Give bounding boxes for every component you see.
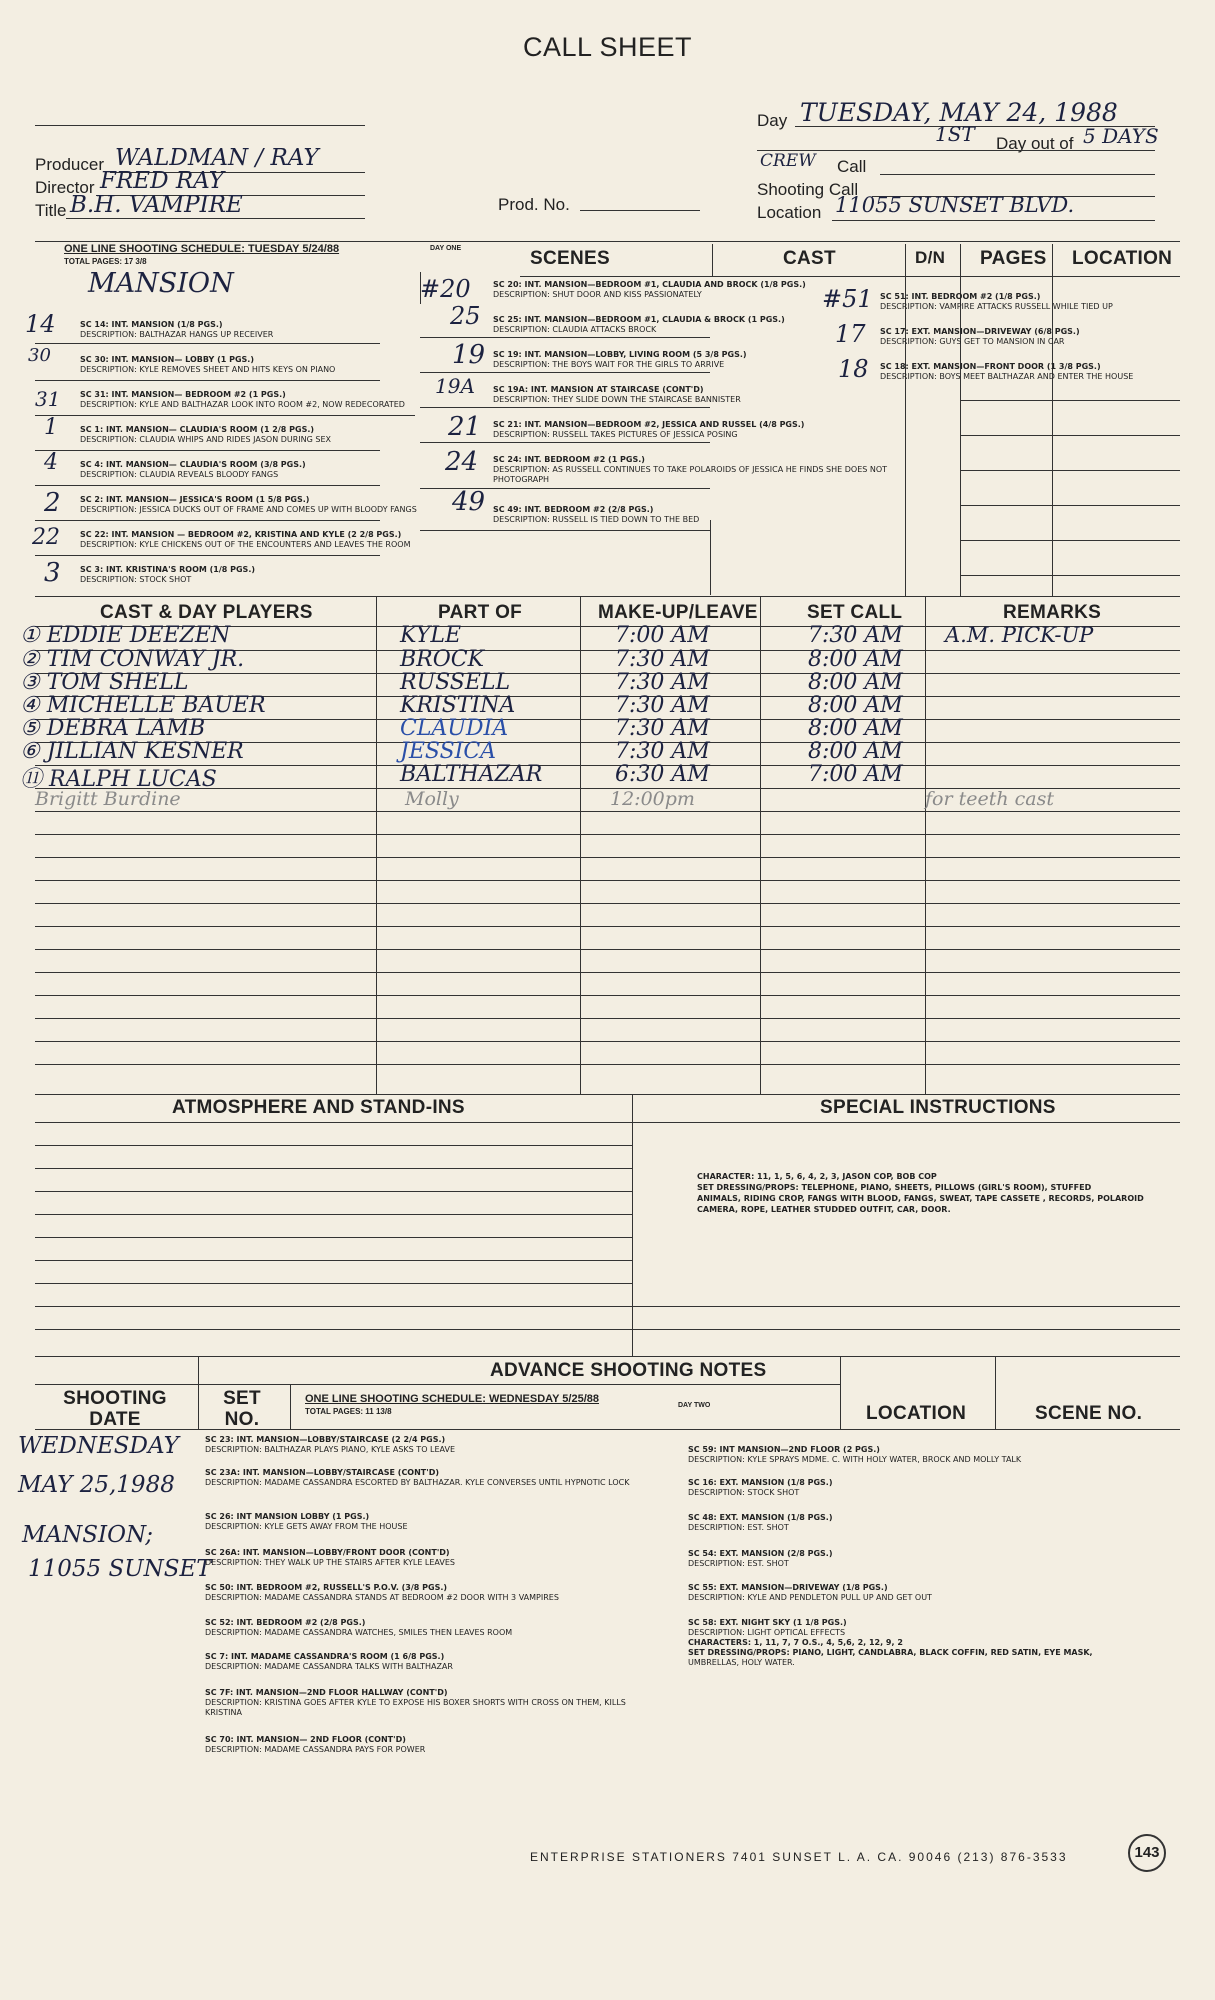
- row-rule: [960, 540, 1180, 541]
- row-rule: [35, 380, 380, 381]
- scene-entry: [880, 292, 1113, 312]
- row-rule: [960, 435, 1180, 436]
- cast-makeup: 7:30 AM: [615, 716, 710, 741]
- scene-head: SC 70: INT. MANSION— 2ND FLOOR (CONT'D): [205, 1735, 406, 1744]
- scene-desc: DESCRIPTION: BALTHAZAR PLAYS PIANO, KYLE ASKS TO LEAVE: [205, 1445, 456, 1454]
- scene-number: 1: [44, 415, 58, 440]
- advance-header-rule: [35, 1384, 840, 1385]
- col-location: LOCATION: [1072, 248, 1173, 269]
- adv-scene-entry: [205, 1688, 665, 1718]
- scene-head: SC 23A: INT. MANSION—LOBBY/STAIRCASE (CONT'D): [205, 1468, 440, 1477]
- scene-desc: DESCRIPTION: MADAME CASSANDRA STANDS AT BEDROOM #2 DOOR WITH 3 VAMPIRES: [205, 1593, 559, 1602]
- shooting-call-label: Shooting Call: [757, 180, 859, 199]
- row-rule: [35, 673, 1180, 674]
- cast-setcall: 8:00 AM: [808, 647, 903, 672]
- day-number: 1ST: [935, 122, 975, 146]
- row-rule: [35, 995, 1180, 996]
- cast-name: ⑥ JILLIAN KESNER: [20, 739, 244, 764]
- header-rule: [35, 125, 365, 126]
- row-rule: [35, 1214, 632, 1215]
- scene-head: SC 14: INT. MANSION (1/8 PGS.): [80, 320, 223, 329]
- scene-entry: [80, 425, 331, 445]
- scene-head: SC 55: EXT. MANSION—DRIVEWAY (1/8 PGS.): [688, 1583, 888, 1592]
- special-props: SET DRESSING/PROPS: TELEPHONE, PIANO, SHEETS, PILLOWS (GIRL'S ROOM), STUFFED: [697, 1183, 1092, 1192]
- row-rule: [35, 1145, 632, 1146]
- location-rule: [832, 220, 1155, 221]
- scene-desc: DESCRIPTION: STOCK SHOT: [688, 1488, 800, 1497]
- scene-head: SC 24: INT. BEDROOM #2 (1 PGS.): [493, 455, 645, 464]
- scene-desc: DESCRIPTION: EST. SHOT: [688, 1523, 789, 1532]
- schedule-top-rule: [35, 241, 1180, 242]
- row-rule: [35, 343, 380, 344]
- scene-head: SC 30: INT. MANSION— LOBBY (1 PGS.): [80, 355, 254, 364]
- row-rule: [35, 485, 380, 486]
- row-rule: [35, 1260, 632, 1261]
- call-rule: [880, 174, 1155, 175]
- scene-head: SC 19: INT. MANSION—LOBBY, LIVING ROOM (5 3/8 PGS.): [493, 350, 747, 359]
- scene-head: SC 26A: INT. MANSION—LOBBY/FRONT DOOR (CONT'D): [205, 1548, 450, 1557]
- scene-head: SC 52: INT. BEDROOM #2 (2/8 PGS.): [205, 1618, 366, 1627]
- cast-name: ④ MICHELLE BAUER: [20, 693, 266, 718]
- row-rule: [35, 1329, 1180, 1330]
- cast-col-setcall: SET CALL: [807, 602, 903, 623]
- scene-entry: [493, 505, 699, 525]
- row-rule: [35, 1064, 1180, 1065]
- scene-desc: DESCRIPTION: THEY SLIDE DOWN THE STAIRCASE BANNISTER: [493, 395, 741, 404]
- row-rule: [710, 520, 711, 595]
- adv-scene-entry: [688, 1445, 1021, 1465]
- cast-remarks: for teeth cast: [925, 788, 1054, 810]
- scene-head: SC 16: EXT. MANSION (1/8 PGS.): [688, 1478, 833, 1487]
- stationer-footer: ENTERPRISE STATIONERS 7401 SUNSET L. A. CA. 90046 (213) 876-3533: [530, 1850, 1068, 1864]
- adv-scene-entry: [205, 1735, 425, 1755]
- row-rule: [35, 811, 1180, 812]
- scene-number: #51: [822, 285, 873, 313]
- cast-part: Molly: [405, 788, 459, 810]
- cast-remarks: A.M. PICK-UP: [945, 623, 1094, 647]
- row-rule: [960, 575, 1180, 576]
- adv-total-pages: TOTAL PAGES: 11 13/8: [305, 1407, 392, 1416]
- scene-number: 31: [35, 387, 61, 411]
- col-cast: CAST: [783, 248, 836, 269]
- row-rule: [420, 530, 710, 531]
- row-rule: [960, 400, 1180, 401]
- row-rule: [35, 1041, 1180, 1042]
- scene-head: SC 19A: INT. MANSION AT STAIRCASE (CONT'D): [493, 385, 704, 394]
- scene-head: SC 31: INT. MANSION— BEDROOM #2 (1 PGS.): [80, 390, 286, 399]
- scene-desc: DESCRIPTION: KYLE AND PENDLETON PULL UP AND GET OUT: [688, 1593, 932, 1602]
- scene-entry: [80, 460, 306, 480]
- scene-head: SC 26: INT MANSION LOBBY (1 PGS.): [205, 1512, 370, 1521]
- cast-divider: [376, 596, 377, 1094]
- scene-desc: DESCRIPTION: AS RUSSELL CONTINUES TO TAKE POLAROIDS OF JESSICA HE FINDS SHE DOES NOT PHOTOGRAPH: [493, 465, 888, 484]
- producer-value: WALDMAN / RAY: [115, 145, 319, 171]
- location-label: Location: [757, 203, 822, 222]
- row-rule: [35, 1237, 632, 1238]
- scene-number: #20: [420, 275, 471, 303]
- scene-desc: DESCRIPTION: KYLE REMOVES SHEET AND HITS KEYS ON PIANO: [80, 365, 336, 374]
- scene-number: 2: [44, 488, 61, 518]
- title-rule: [66, 218, 365, 219]
- scene-head: SC 7: INT. MADAME CASSANDRA'S ROOM (1 6/8 PGS.): [205, 1652, 445, 1661]
- day-out-of-value: 5 DAYS: [1083, 124, 1159, 148]
- day-value: TUESDAY, MAY 24, 1988: [800, 98, 1118, 127]
- cast-top-rule: [35, 596, 1180, 597]
- row-rule: [35, 1168, 632, 1169]
- scene-number: 49: [452, 487, 486, 517]
- scene-entry: [880, 327, 1080, 347]
- cast-makeup: 7:30 AM: [615, 693, 710, 718]
- scene-desc: DESCRIPTION: THEY WALK UP THE STAIRS AFTER KYLE LEAVES: [205, 1558, 455, 1567]
- row-rule: [905, 520, 906, 595]
- scene-desc: DESCRIPTION: MADAME CASSANDRA TALKS WITH BALTHAZAR: [205, 1662, 453, 1671]
- cast-makeup: 6:30 AM: [615, 762, 710, 787]
- day-out-of-label: Day out of: [996, 134, 1074, 153]
- cast-makeup: 7:30 AM: [615, 739, 710, 764]
- row-rule: [35, 719, 1180, 720]
- scene-number: 19: [452, 340, 486, 370]
- cast-divider: [580, 596, 581, 1094]
- scene-number: 4: [44, 450, 58, 475]
- scene-desc: DESCRIPTION: BALTHAZAR HANGS UP RECEIVER: [80, 330, 274, 339]
- row-rule: [420, 407, 710, 408]
- scene-desc: DESCRIPTION: EST. SHOT: [688, 1559, 789, 1568]
- scene-head: SC 2: INT. MANSION— JESSICA'S ROOM (1 5/8 PGS.): [80, 495, 310, 504]
- scene-head: SC 22: INT. MANSION — BEDROOM #2, KRISTINA AND KYLE (2 2/8 PGS.): [80, 530, 402, 539]
- schedule-total-pages: TOTAL PAGES: 17 3/8: [64, 257, 147, 266]
- day-label: Day: [757, 111, 788, 130]
- title-value: B.H. VAMPIRE: [70, 192, 243, 218]
- scene-entry: [880, 362, 1133, 382]
- cast-makeup: 12:00pm: [610, 788, 695, 810]
- adv-scene-entry: [688, 1513, 832, 1533]
- cast-name: ⑤ DEBRA LAMB: [20, 716, 206, 741]
- cast-makeup: 7:00 AM: [615, 623, 710, 648]
- prod-no-label: Prod. No.: [498, 195, 570, 214]
- scene-desc: DESCRIPTION: STOCK SHOT: [80, 575, 192, 584]
- scene-number: 18: [838, 355, 869, 383]
- row-rule: [420, 337, 710, 338]
- adv-scene-entry: [205, 1468, 665, 1488]
- row-rule: [35, 857, 1180, 858]
- scene-entry: [493, 280, 806, 300]
- scene-desc: DESCRIPTION: RUSSELL IS TIED DOWN TO THE BED: [493, 515, 700, 524]
- atmosphere-top-rule: [35, 1094, 1180, 1095]
- scene-head: SC 1: INT. MANSION— CLAUDIA'S ROOM (1 2/8 PGS.): [80, 425, 315, 434]
- cast-name: ① EDDIE DEEZEN: [20, 623, 231, 648]
- adv-scene-entry: [205, 1618, 512, 1638]
- cast-col-part: PART OF: [438, 602, 523, 623]
- row-rule: [35, 450, 380, 451]
- scene-entry: [493, 315, 785, 335]
- scene-desc: DESCRIPTION: VAMPIRE ATTACKS RUSSELL WHILE TIED UP: [880, 302, 1113, 311]
- scene-head: SC 4: INT. MANSION— CLAUDIA'S ROOM (3/8 PGS.): [80, 460, 306, 469]
- scene-desc: DESCRIPTION: KYLE SPRAYS MDME. C. WITH HOLY WATER, BROCK AND MOLLY TALK: [688, 1455, 1022, 1464]
- scene-entry: [80, 530, 410, 550]
- atmosphere-header-rule: [35, 1122, 1180, 1123]
- scene-desc: DESCRIPTION: SHUT DOOR AND KISS PASSIONATELY: [493, 290, 702, 299]
- scene-number: 19A: [435, 374, 475, 398]
- row-rule: [35, 1018, 1180, 1019]
- cast-col-name: CAST & DAY PLAYERS: [100, 602, 313, 623]
- scene-desc: DESCRIPTION: CLAUDIA ATTACKS BROCK: [493, 325, 657, 334]
- adv-sc58-props-cont: UMBRELLAS, HOLY WATER.: [688, 1658, 795, 1667]
- advance-heading: ADVANCE SHOOTING NOTES: [490, 1360, 767, 1381]
- row-rule: [35, 1306, 1180, 1307]
- crew-prefix: CREW: [760, 151, 816, 171]
- cast-part: CLAUDIA: [400, 716, 509, 741]
- title-label: Title: [35, 201, 67, 220]
- call-label: Call: [837, 157, 867, 176]
- scene-entry: [493, 455, 933, 485]
- form-number-badge: 143: [1128, 1834, 1166, 1872]
- adv-divider: [198, 1356, 199, 1429]
- scene-entry: [80, 565, 255, 585]
- col-dn: D/N: [915, 248, 946, 267]
- adv-sc58-characters: CHARACTERS: 1, 11, 7, 7 O.S., 4, 5,6, 2, 12, 9, 2: [688, 1638, 903, 1647]
- cast-part: RUSSELL: [400, 670, 511, 695]
- sched-col-divider: [712, 244, 713, 276]
- row-rule: [35, 926, 1180, 927]
- schedule-day-tag: DAY ONE: [430, 245, 462, 252]
- cast-part: BROCK: [400, 647, 485, 672]
- scene-number: 25: [450, 302, 481, 330]
- sched-header-rule: [520, 276, 1180, 277]
- day-count-rule: [757, 150, 1155, 151]
- adv-schedule-heading: ONE LINE SHOOTING SCHEDULE: WEDNESDAY 5/25/88: [305, 1393, 600, 1405]
- row-rule: [35, 880, 1180, 881]
- scene-head: SC 17: EXT. MANSION—DRIVEWAY (6/8 PGS.): [880, 327, 1080, 336]
- scene-entry: [80, 355, 335, 375]
- adv-hand-location: MANSION;: [22, 1522, 154, 1548]
- cast-setcall: 7:00 AM: [808, 762, 903, 787]
- adv-sc58-props: SET DRESSING/PROPS: PIANO, LIGHT, CANDLABRA, BLACK COFFIN, RED SATIN, EYE MASK,: [688, 1648, 1093, 1657]
- row-rule: [35, 834, 1180, 835]
- scene-head: SC 59: INT MANSION—2ND FLOOR (2 PGS.): [688, 1445, 880, 1454]
- row-rule: [35, 1191, 632, 1192]
- page-title: CALL SHEET: [522, 32, 693, 62]
- cast-setcall: 8:00 AM: [808, 693, 903, 718]
- scene-entry: [493, 385, 741, 405]
- cast-setcall: 8:00 AM: [808, 739, 903, 764]
- scene-number: 24: [445, 447, 479, 477]
- row-rule: [35, 903, 1180, 904]
- adv-hand-date: WEDNESDAY: [18, 1433, 179, 1459]
- scene-head: SC 25: INT. MANSION—BEDROOM #1, CLAUDIA & BROCK (1 PGS.): [493, 315, 785, 324]
- special-heading: SPECIAL INSTRUCTIONS: [820, 1097, 1056, 1118]
- scene-desc: DESCRIPTION: MADAME CASSANDRA WATCHES, SMILES THEN LEAVES ROOM: [205, 1628, 513, 1637]
- cast-makeup: 7:30 AM: [615, 670, 710, 695]
- scene-number: 22: [32, 525, 60, 550]
- set-name: MANSION: [88, 268, 234, 299]
- cast-name: ② TIM CONWAY JR.: [20, 647, 245, 672]
- scene-number: 30: [28, 345, 51, 366]
- atmosphere-heading: ATMOSPHERE AND STAND-INS: [172, 1097, 465, 1118]
- adv-scene-entry: [205, 1512, 408, 1532]
- cast-part: KRISTINA: [400, 693, 516, 718]
- scene-desc: DESCRIPTION: CLAUDIA REVEALS BLOODY FANGS: [80, 470, 279, 479]
- cast-name: ⑪ RALPH LUCAS: [20, 767, 217, 792]
- scene-desc: DESCRIPTION: JESSICA DUCKS OUT OF FRAME AND COMES UP WITH BLOODY FANGS: [80, 505, 417, 514]
- prod-no-rule: [580, 210, 700, 211]
- scene-entry: [80, 320, 273, 340]
- row-rule: [420, 372, 710, 373]
- row-rule: [420, 442, 710, 443]
- cast-part: KYLE: [400, 623, 462, 648]
- scene-desc: DESCRIPTION: RUSSELL TAKES PICTURES OF JESSICA POSING: [493, 430, 738, 439]
- adv-bottom-rule: [35, 1429, 1180, 1430]
- cast-col-makeup: MAKE-UP/LEAVE: [598, 602, 758, 623]
- scene-head: SC 21: INT. MANSION—BEDROOM #2, JESSICA AND RUSSEL (4/8 PGS.): [493, 420, 805, 429]
- adv-col-scene-no: SCENE NO.: [1035, 1403, 1143, 1424]
- cast-part: JESSICA: [400, 739, 497, 764]
- scene-desc: DESCRIPTION: MADAME CASSANDRA ESCORTED BY BALTHAZAR. KYLE CONVERSES UNTIL HYPNOTIC LOCK: [205, 1478, 630, 1487]
- cast-col-remarks: REMARKS: [1003, 602, 1102, 623]
- scene-head: SC 3: INT. KRISTINA'S ROOM (1/8 PGS.): [80, 565, 256, 574]
- adv-scene-entry: [205, 1583, 559, 1603]
- atmosphere-divider: [632, 1094, 633, 1356]
- schedule-heading: ONE LINE SHOOTING SCHEDULE: TUESDAY 5/24/88: [64, 243, 340, 255]
- adv-scene-entry: [205, 1435, 455, 1455]
- cast-makeup: 7:30 AM: [615, 647, 710, 672]
- adv-scene-entry: [688, 1478, 832, 1498]
- scene-number: 17: [835, 320, 866, 348]
- row-rule: [35, 415, 415, 416]
- scene-desc: DESCRIPTION: LIGHT OPTICAL EFFECTS: [688, 1628, 846, 1637]
- scene-head: SC 58: EXT. NIGHT SKY (1 1/8 PGS.): [688, 1618, 847, 1627]
- adv-scene-entry: [688, 1549, 832, 1569]
- scene-desc: DESCRIPTION: CLAUDIA WHIPS AND RIDES JASON DURING SEX: [80, 435, 331, 444]
- location-value: 11055 SUNSET BLVD.: [835, 193, 1075, 217]
- adv-divider: [840, 1356, 841, 1429]
- adv-scene-entry: [688, 1618, 847, 1638]
- row-rule: [960, 470, 1180, 471]
- row-rule: [960, 505, 1180, 506]
- scene-head: SC 23: INT. MANSION—LOBBY/STAIRCASE (2 2/4 PGS.): [205, 1435, 446, 1444]
- adv-col-shooting-date: SHOOTING DATE: [63, 1388, 167, 1430]
- adv-scene-entry: [205, 1652, 453, 1672]
- special-characters: CHARACTER: 11, 1, 5, 6, 4, 2, 3, JASON COP, BOB COP: [697, 1172, 937, 1181]
- scene-entry: [80, 495, 417, 515]
- scene-desc: DESCRIPTION: KYLE AND BALTHAZAR LOOK INTO ROOM #2, NOW REDECORATED: [80, 400, 405, 409]
- scene-desc: DESCRIPTION: MADAME CASSANDRA PAYS FOR POWER: [205, 1745, 426, 1754]
- adv-day-tag: DAY TWO: [678, 1402, 711, 1409]
- adv-scene-entry: [688, 1583, 932, 1603]
- adv-col-set-no: SET NO.: [223, 1388, 261, 1430]
- advance-top-rule: [35, 1356, 1180, 1357]
- adv-divider: [995, 1356, 996, 1429]
- director-value: FRED RAY: [100, 168, 224, 194]
- col-pages: PAGES: [980, 248, 1047, 269]
- row-rule: [35, 1283, 632, 1284]
- cast-name: ③ TOM SHELL: [20, 670, 189, 695]
- scene-desc: DESCRIPTION: BOYS MEET BALTHAZAR AND ENTER THE HOUSE: [880, 372, 1134, 381]
- cast-divider: [760, 596, 761, 1094]
- scene-entry: [493, 350, 747, 370]
- scene-number: 3: [44, 558, 61, 588]
- row-rule: [35, 949, 1180, 950]
- col-scenes: SCENES: [530, 248, 610, 269]
- adv-hand-date: MAY 25,1988: [18, 1472, 175, 1498]
- scene-head: SC 48: EXT. MANSION (1/8 PGS.): [688, 1513, 833, 1522]
- row-rule: [35, 520, 380, 521]
- scene-head: SC 49: INT. BEDROOM #2 (2/8 PGS.): [493, 505, 654, 514]
- adv-scene-entry: [205, 1548, 455, 1568]
- special-props-cont: ANIMALS, RIDING CROP, FANGS WITH BLOOD, FANGS, SWEAT, TAPE CASSETE , RECORDS, POLAROID: [697, 1194, 1144, 1203]
- scene-head: SC 20: INT. MANSION—BEDROOM #1, CLAUDIA AND BROCK (1/8 PGS.): [493, 280, 806, 289]
- producer-label: Producer: [35, 155, 104, 174]
- cast-setcall: 8:00 AM: [808, 716, 903, 741]
- scene-head: SC 51: INT. BEDROOM #2 (1/8 PGS.): [880, 292, 1041, 301]
- row-rule: [35, 555, 380, 556]
- scene-head: SC 18: EXT. MANSION—FRONT DOOR (1 3/8 PGS.): [880, 362, 1101, 371]
- scene-desc: DESCRIPTION: KYLE GETS AWAY FROM THE HOUSE: [205, 1522, 408, 1531]
- scene-desc: DESCRIPTION: THE BOYS WAIT FOR THE GIRLS TO ARRIVE: [493, 360, 725, 369]
- cast-name: Brigitt Burdine: [35, 788, 181, 810]
- scene-entry: [80, 390, 405, 410]
- scene-head: SC 50: INT. BEDROOM #2, RUSSELL'S P.O.V. (3/8 PGS.): [205, 1583, 448, 1592]
- cast-part: BALTHAZAR: [400, 762, 543, 787]
- scene-desc: DESCRIPTION: GUYS GET TO MANSION IN CAR: [880, 337, 1065, 346]
- adv-hand-location: 11055 SUNSET: [28, 1556, 212, 1582]
- scene-head: SC 54: EXT. MANSION (2/8 PGS.): [688, 1549, 833, 1558]
- cast-setcall: 8:00 AM: [808, 670, 903, 695]
- special-props-cont: CAMERA, ROPE, LEATHER STUDDED OUTFIT, CAR, DOOR.: [697, 1205, 951, 1214]
- adv-col-location: LOCATION: [866, 1403, 967, 1424]
- scene-desc: DESCRIPTION: KYLE CHICKENS OUT OF THE ENCOUNTERS AND LEAVES THE ROOM: [80, 540, 411, 549]
- scene-head: SC 7F: INT. MANSION—2ND FLOOR HALLWAY (CONT'D): [205, 1688, 448, 1697]
- scene-entry: [493, 420, 804, 440]
- scene-number: 21: [448, 412, 482, 442]
- scene-number: 14: [25, 310, 56, 338]
- row-rule: [35, 972, 1180, 973]
- cast-setcall: 7:30 AM: [808, 623, 903, 648]
- cast-divider: [925, 596, 926, 1094]
- scene-desc: DESCRIPTION: KRISTINA GOES AFTER KYLE TO EXPOSE HIS BOXER SHORTS WITH CROSS ON THEM, KILLS KRISTINA: [205, 1698, 626, 1717]
- director-label: Director: [35, 178, 95, 197]
- adv-divider: [290, 1384, 291, 1429]
